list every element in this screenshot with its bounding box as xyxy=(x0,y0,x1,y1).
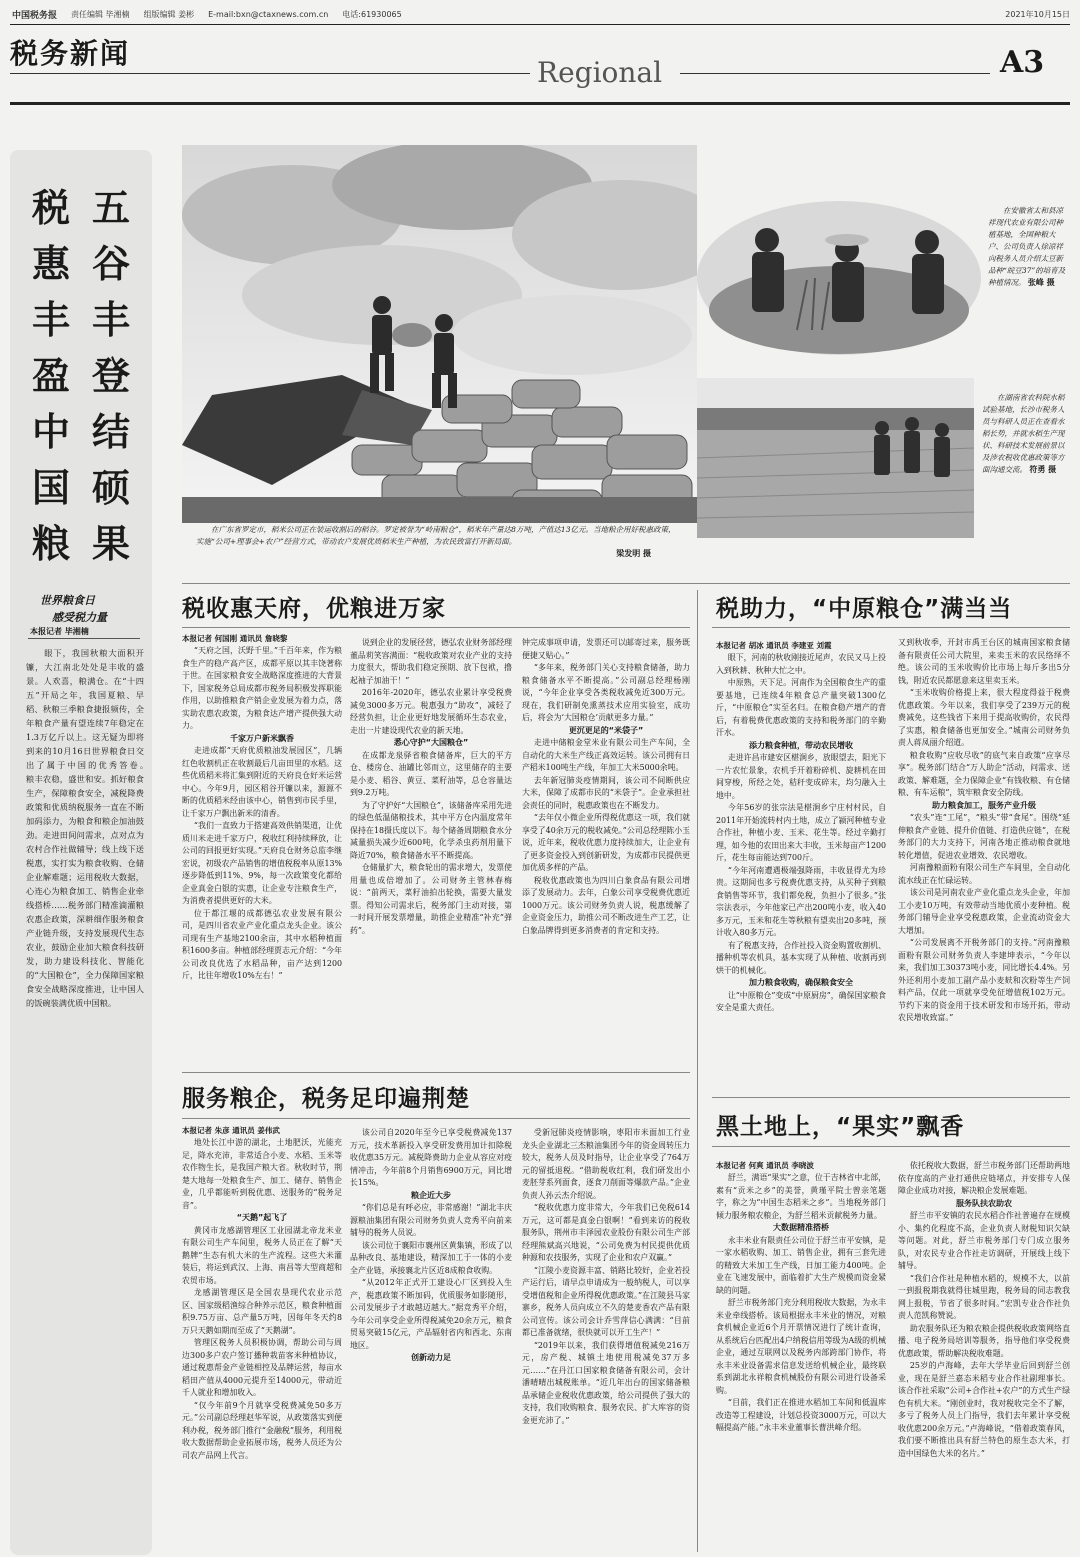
article2-rule xyxy=(712,627,1070,628)
left-author: 本报记者 毕湘楠 xyxy=(30,627,89,636)
title-rule-right xyxy=(680,73,990,74)
article3-col3 xyxy=(522,1127,690,1552)
article3-col1 xyxy=(182,1137,342,1552)
a1-sub3: 更沉更足的“米袋子” xyxy=(568,725,644,735)
a3-p1: 地处长江中游的湖北，土地肥沃，光能充足，降水充沛，非常适合小麦、水稻、玉米等农作物生长，是我国产粮大省。秋收时节，荆楚大地每一处粮食生产、加工、储存、销售企业，几乎都能听到税优惠、送服务的“税务足音”。 xyxy=(182,1138,342,1210)
a1-p8: 为了守护好“大国粮仓”，该储备库采用先进的绿色低温储粮技术，其中平方仓内温度常年保持在18摄氏度以下。每个储备周期粮食水分减量损失减少近600吨，化学杀虫药剂用量下降近70%，粮食储备水平不断提高。 xyxy=(350,800,512,860)
article3-byline: 本报记者 朱彦 通讯员 姜伟武 xyxy=(182,1126,280,1135)
headline-col2 xyxy=(24,180,78,572)
headline-char: 果 xyxy=(91,521,130,566)
photo-rule xyxy=(182,583,1070,584)
a4-sub1: 大数据精准搭桥 xyxy=(773,1223,829,1232)
a3-sub2: 粮企近大步 xyxy=(411,1190,451,1200)
a1-p11: “多年来，税务部门关心支持粮食储备，助力粮食储备水平不断提高。”公司副总经理杨刚说，“今年企业享受各类税收减免近300万元。现在，我们研制免熏蒸技术应用实验室，成功后，将会为‘大国粮仓’贡献更多力量。” xyxy=(522,663,690,722)
a2-sub3: 助力粮食加工，服务产业升级 xyxy=(932,800,1036,810)
a2-p14: “公司发展离不开税务部门的支持。”河南豫粮面粉有限公司财务负责人李建坤表示，“今年以来，我们加工30373吨小麦，同比增长4.4%。另外还利用小麦加工副产品小麦麸和次粉等生产饲料产品，仅此一项就享受免征增值税102万元。节约下来的资金用于技术研发和市场开拓，带动农民增收致富。” xyxy=(898,938,1070,1022)
a1-p14: “去年仅小微企业所得税优惠这一项，我们就享受了40余万元的税收减免。”公司总经理陈小玉说，近年来，税收优惠力度持续加大，让企业有了更多资金投入到创新研发，为成都市民提供更加优质多样的产品。 xyxy=(522,813,690,872)
article2-headline: 税助力，“中原粮仓”满当当 xyxy=(716,596,1013,622)
bottom-right-photo xyxy=(697,378,974,538)
a2-p7: 让“中原粮仓”变成“中原厨房”，确保国家粮食安全是重大责任。 xyxy=(716,990,886,1012)
a3-p7: “你们总是有呼必应，非常感谢！”湖北丰庆源粮油集团有限公司财务负责人竞秀平向前来辅导的税务人员说。 xyxy=(350,1203,512,1237)
article2-col2 xyxy=(898,637,1070,1065)
a3-p8: 该公司位于襄阳市襄州区黄集镇，形成了以品种改良、基地建设，精深加工于一体的小麦全产业链，承接襄北片区近8成粮食收购。 xyxy=(350,1240,512,1275)
headline-char: 国 xyxy=(31,465,70,510)
article4-col1 xyxy=(716,1172,886,1552)
a1-p9: 仓储量扩大，粮食轮出的需求增大，发票使用量也成倍增加了。公司财务主管林春梅说：“前两天，菜籽油拍出轮换，需要大量发票。得知公司需求后，税务部门主动对接，第一时间开展发票增量，助推企业精准“补充”弹药”。 xyxy=(350,863,512,935)
a2-p12: 河南豫粮面粉有限公司生产车间里，全自动化流水线正在忙碌运转。 xyxy=(898,863,1070,885)
article4-headline: 黑土地上，“果实”飘香 xyxy=(716,1114,965,1140)
headline-char: 谷 xyxy=(91,241,130,286)
a3-p3: 龙感湖管理区是全国农垦现代农业示范区、国家级稻渔综合种养示范区，粮食种植面积9.75万亩、总产量5万吨，因每年冬天约8万只天鹅如期而至成了“天鹅湖”。 xyxy=(182,1288,342,1335)
article1-headline: 税收惠天府，优粮进万家 xyxy=(182,596,446,622)
a2-p3: 走进许昌市建安区椹涧乡，放眼望去，阳光下一片农忙景象，农机手开着粉碎机、旋耕机在田间穿梭，所经之处，秸秆变成碎末，均匀融入土地中。 xyxy=(716,753,886,800)
a3-p11: “税收优惠力度非常大，今年我们已免税614万元，这可都是真金白银啊！”看到来访的税收服务队，荆州市丰泽园农业股份有限公司生产部经理熊斌高兴地说，“公司免费为村民提供优质种源和农技服务，实现了企业和农户双赢。” xyxy=(522,1203,690,1262)
a2-sub2: 加力粮食收购，确保粮食安全 xyxy=(749,978,853,987)
a2-p1: 眼下，河南的秋收刚接近尾声，农民又马上投入到秋耕、秋种大忙之中。 xyxy=(716,653,886,675)
editor: 责任编辑 毕湘楠 xyxy=(71,9,130,19)
top-right-caption xyxy=(988,205,1070,289)
rice-field-photo xyxy=(697,378,974,538)
a1-p6: 2016年-2020年，德弘农业累计享受税费减免3000多万元。税惠强力“助攻”，减轻了经营负担，让企业更好地发展循环生态农业，走出一片建设现代农业的新天地。 xyxy=(350,688,512,735)
a1-p13: 去年新冠肺炎疫情期间，该公司不间断供应大米，保障了成都市民的“米袋子”。企业承担社会责任的同时，税惠政策也在不断发力。 xyxy=(522,775,690,810)
a1-p12: 走进中储粮金堂米业有限公司生产车间，全自动化的大米生产线正高效运转。该公司拥有日产稻米100吨生产线，年加工大米5000余吨。 xyxy=(522,738,690,772)
headline-char: 盈 xyxy=(31,353,70,398)
article4-top-rule xyxy=(712,1097,1070,1098)
br-credit: 符勇 摄 xyxy=(1029,465,1057,474)
a4-p6: 舒兰市平安镇的农民水稻合作社普遍存在规模小、集约化程度不高，企业负责人财税知识欠缺等问题。对此，舒兰市税务部门专门成立服务队，对农民专业合作社走访调研，开展线上线下辅导。 xyxy=(898,1211,1070,1270)
a4-sub2: 服务队扶农助农 xyxy=(956,1198,1012,1208)
a1-p10: 钟完成事项申请，发票还可以邮寄过来，服务既便捷又贴心。” xyxy=(522,638,690,660)
a2-p11: “农头”连“工尾”，“粮头”带“食尾”。围绕“延伸粮食产业链、提升价值链、打造供应链”，在税务部门的大力支持下，河南各地正推动粮食就地转化增值，促进农业增效、农民增收。 xyxy=(898,813,1070,860)
a4-p5: 依托税收大数据，舒兰市税务部门还帮助两地依存度高的产业打通供应链堵点，并安排专人保障企业成功对接，解决粮企发展难题。 xyxy=(898,1161,1070,1195)
article2-col1 xyxy=(716,652,886,1065)
headline-char: 硕 xyxy=(91,465,130,510)
a2-p2: 中原熟，天下足。河南作为全国粮食生产的重要基地，已连续4年粮食总产量突破1300亿斤，“中原粮仓”实至名归。在粮食稳产增产的背后，有着税费优惠政策的支持和税务部门的辛勤汗水。 xyxy=(716,678,886,737)
headline-char: 中 xyxy=(31,409,70,454)
article1-col1 xyxy=(182,645,342,1065)
a3-p2: 黄冈市龙感湖管理区工业园湖北帝龙米业有限公司生产车间里，税务人员正在了解“天鹅牌”生态有机大米的生产流程。这些大米灌装后，将运到武汉、上海、南昌等大型商超和农贸市场。 xyxy=(182,1225,342,1285)
main-caption xyxy=(196,524,681,560)
masthead-bar xyxy=(12,6,1070,22)
headline-col1 xyxy=(84,180,138,572)
headline-char: 登 xyxy=(91,353,130,398)
section-title: 税务新闻 xyxy=(10,37,131,70)
title-rule xyxy=(10,73,530,74)
headline-char: 粮 xyxy=(31,521,70,566)
a3-p4: 管理区税务人员积极协调，帮助公司与周边300多户农户签订播种栽苗客米种植协议，通过税惠帮金产业链相控及品牌运营，每亩水稻田产值从4000元提升至14000元，带动近千人就业和增加收入。 xyxy=(182,1338,342,1397)
issue-date: 2021年10月15日 xyxy=(1005,9,1070,19)
a2-sub1: 添力粮食种植，带动农民增收 xyxy=(749,740,853,750)
paper-name: 中国税务报 xyxy=(12,10,58,21)
article1-byline: 本报记者 何国刚 通讯员 詹晓黎 xyxy=(182,634,288,643)
a2-p8: 又到秋收季，开封市禹王台区的城南国家粮食储备有限责任公司大院里，来卖玉米的农民络绎不绝。该公司的玉米收购价比市场上每斤多出5分钱，附近农民都愿意来这里卖玉米。 xyxy=(898,638,1070,685)
top-right-photo xyxy=(697,200,982,355)
email: E-mail:bxn@ctaxnews.com.cn xyxy=(208,9,329,19)
tr-caption-text: 在安徽省太和县凉祥现代农业有限公司种植基地，全国种粮大户、公司负责人徐凉祥向税务人员介绍太豆新品种“皖豆37”的培育及种植情况。 xyxy=(988,206,1066,287)
a1-p7: 在成都龙泉驿省粮食储备库，巨大的平方仓、楼房仓、油罐比邻而立，这里储存的主要是小麦、稻谷、黄豆、菜籽油等，总仓容量达到9.2万吨。 xyxy=(350,750,512,797)
headline-char: 税 xyxy=(31,185,70,230)
layout-editor: 组版编辑 姜彬 xyxy=(143,9,195,19)
a1-p2: 走进成都“天府优质粮油发展园区”，几辆红色收割机正在收割最后几亩田里的水稻。这些优质稻米将汇集到附近的天府良仓好米运营中心。今年9月，园区稻谷开镰以来，源源不断的优质稻米经由该中心，销售到市民手里，让千家万户飘出新米的清香。 xyxy=(182,746,342,818)
br-caption-text: 在湖南省农科院水稻试验基地，长沙市税务人员与科研人员正在查看水稻长势，并就水稻生产现状、科研技术发展前景以及涉农税收优惠政策等方面沟通交流。 xyxy=(982,393,1065,474)
main-credit: 梁发明 摄 xyxy=(616,549,651,558)
article3-col2 xyxy=(350,1127,512,1552)
a4-p1: 舒兰，满语“果实”之意，位于吉林省中北部，素有“贡米之乡”的美誉，黄瑾平院士曾亲笔题字，称之为“中国生态稻米之乡”。当地税务部门倾力服务粮农粮企，为舒兰稻米贡献税务力量。 xyxy=(716,1173,886,1220)
a4-p8: 助农服务队还为粮农粮企提供税收政策网络直播、电子税务局培训等服务，指导他们享受税费优惠政策，帮助解决税收难题。 xyxy=(898,1323,1070,1358)
slogan xyxy=(40,592,150,626)
article3-rule xyxy=(182,1118,690,1119)
headline-char: 五 xyxy=(91,185,130,230)
headline-char: 丰 xyxy=(91,297,130,342)
article2-byline: 本报记者 胡冰 通讯员 李建亚 刘霞 xyxy=(716,641,832,650)
a2-p9: “玉米收购价格提上来，很大程度得益于税费优惠政策。今年以来，我们享受了239万元的税费减免，这些钱省下来用于提高收购价，农民得了实惠，粮食储备也更加安全。”城南公司财务负责人蒋凤丽介绍道。 xyxy=(898,688,1070,747)
a1-p15: 税收优惠政策也为四川白象食品有限公司增添了发展动力。去年，白象公司享受税费优惠近1000万元。该公司财务负责人说，税惠缓解了企业资金压力，助推公司不断改进生产工艺，让白象品牌得到更多消费者的肯定和支持。 xyxy=(522,875,690,935)
rice-loading-photo xyxy=(182,145,697,523)
article1-rule xyxy=(182,627,690,628)
column-divider xyxy=(697,590,698,1552)
a2-p10: 粮食收购“应收尽收”的底气来自政策“应享尽享”。税务部门结合“万人助企”活动，问需求、送政策、解难题，全力保障企业“有钱收粮、有仓储粮、有车运粮”，筑牢粮食安全防线。 xyxy=(898,750,1070,797)
article1-col2 xyxy=(350,637,512,1065)
a1-p5: 说到企业的发展径营，德弘农业财务部经理董品莉笑容满面：“税收政策对农业产业的支持力度很大，帮助我们稳定预期、放下包袱，撸起袖子加油干！” xyxy=(350,638,512,685)
a4-p7: “我们合作社是种植水稻的，规模不大，以前一到报税期我就得往城里跑，税务局的同志教我网上报税，节省了很多时间。”宏凯专业合作社负责人范凯称赞说。 xyxy=(898,1273,1070,1320)
a2-p5: “今年河南遭遇极端强降雨，丰收显得尤为珍贵。这期间也多亏税费优惠支持，从买种子到粮食销售等环节，我们都免税，负担小了很多。”张宗法表示，今年他家已产出200吨小麦，收入40多万元，玉米和花生等秋粮有望卖出20多吨，预计收入80多万元。 xyxy=(716,865,886,937)
masthead-rule xyxy=(10,102,1070,105)
a4-p4: “目前，我们正在推进水稻加工车间和低温库改造等工程建设，计划总投资3000万元，可以大幅提高产能。”永丰米业董事长曹洪峰介绍。 xyxy=(716,1398,886,1432)
a1-sub1: 千家万户新米飘香 xyxy=(230,733,294,743)
a2-p13: 该公司是河南农业产业化重点龙头企业，年加工小麦10万吨，有效带动当地优质小麦种植。税务部门辅导企业享受税惠政策，企业流动资金大大增加。 xyxy=(898,888,1070,935)
a3-p6: 该公司自2020年至今已享受税费减免137万元，技术革新投入享受研发费用加计扣除税收优惠35万元。减税降费助力企业从容应对疫情冲击，今年前8个月销售6900万元，同比增长15%。 xyxy=(350,1128,512,1187)
tr-credit: 张峰 摄 xyxy=(1027,278,1055,287)
vertical-headline xyxy=(20,180,140,630)
top-rule xyxy=(10,24,1070,25)
a4-p3: 舒兰市税务部门充分利用税收大数据，为永丰米业牵线搭桥。该局根据永丰米业的情况，对粮食机械企业近6个月开票情况进行了统计查询，从系统后台匹配出4户纳税信用等级为A级的机械企业，通过互联网以及税务内部跨部门协作，将永丰米业设备需求信息发送给机械企业，最终联系到湖北永祥粮食机械股份有限公司进行设备采购。 xyxy=(716,1298,886,1395)
a3-p5: “仅今年前9个月就享受税费减免50多万元。”公司副总经理赵华军说，从政策落实到便利办税，税务部门推行“金融税”服务，利用税收大数据帮助企业拓展市场，税务人员还为公司农产品网上代言。 xyxy=(182,1400,342,1460)
a1-p1: “天府之国，沃野千里。”千百年来，作为粮食生产的稳产高产区，成都平原以其丰饶著称于世。在国家粮食安全战略深度推进的大背景下，国家税务总局成都市税务局积极发挥职能作用，以助推粮食产销企业发展为着力点，落实助农惠农政策，为粮食达产增产提供强大动力。 xyxy=(182,646,342,730)
article4-rule xyxy=(712,1146,1070,1147)
phone: 电话:61930065 xyxy=(342,9,402,19)
headline-char: 丰 xyxy=(31,297,70,342)
article4-byline: 本报记者 何爽 通讯员 李晓波 xyxy=(716,1161,814,1170)
a4-p2: 永丰米业有限责任公司位于舒兰市平安镇，是一家水稻收购、加工、销售企业，拥有三套先进的精致大米加工生产线，日加工能力400吨。企业在飞速发展中，面临着扩大生产规模而资金紧缺的问题。 xyxy=(716,1235,886,1295)
section-en: Regional xyxy=(537,56,663,89)
headline-char: 结 xyxy=(91,409,130,454)
main-caption-text: 在广东省罗定市，稻米公司正在装运收割后的稻谷。罗定被誉为“岭南粮仓”，稻米年产量达8万吨，产值达13亿元。当地粮企用好税惠政策，实施“公司+理事会+农户”经营方式，带动农户发展优质稻米生产种植，为农民致富打开新局面。 xyxy=(196,525,676,546)
a1-p4: 位于都江堰的成都德弘农业发展有限公司，是四川省农业产业化重点龙头企业。该公司现有生产基地2100余亩，其中水稻种植面积1600多亩。种植部经理贾志元介绍：“今年公司改良优选了水稻品种，亩产达到1200斤，比往年增收10%左右！” xyxy=(182,908,342,980)
a1-p3: “我们一直致力于搭建高效供销渠道，让优质川米走进千家万户，税收红利持续释放，让公司的回报更好实现。”天府良仓财务总监李继宏说，初级农产品销售的增值税税率从原13%逐步降低到11%、9%，每一次政策变化都给企业真金白银的实惠，让企业专注粮食生产，为消费者提供更好的大米。 xyxy=(182,821,342,905)
left-author-rule xyxy=(28,638,140,639)
a4-p9: 25岁的卢海峰，去年大学毕业后回到舒兰创业，现在是舒兰嘉态米稻专业合作社副理事长。该合作社采取“公司+合作社+农户”的方式生产绿色有机大米。“刚创业时，我对税收完全不了解，多亏了税务人员上门指导，我们去年累计享受税收优惠200余万元。”卢海峰说，“借着政策春风，我们要不断推出具有舒兰特色的原生态大米，打造中国绿色大米的名片。” xyxy=(898,1361,1070,1458)
left-body: 眼下，我国秋粮大面积开镰，大江南北处处是丰收的盛景。人欢喜，粮满仓。在“十四五”开局之年，我国夏粮、早稻、秋粮三季粮食捷报频传，全年粮食产量有望连续7年稳定在1.3万亿斤以上。这无疑为即将到来的10月16日世界粮食日交出了属于中国的优秀答卷。 粮丰农稳，盛世和安。抓好粮食生产，保障粮食安全，减税降费政策和优质纳税服务一直在不断加码添力，为粮食和粮企加油鼓劲。走进田间问需求，点对点为农村合作社做辅导；线上线下送税惠，实打实为粮食收购、仓储企业解难题；运用税收大数据，心连心为粮食加工、销售企业牵线搭桥……税务部门精准滴灌粮农惠企政策，深耕细作服务粮食产业链升级，支持发展现代生态农业，鼓励企业加大粮食科技研发，助力建设科技化、智能化的“大国粮仓”，全力保障国家粮食安全战略深度推进，让中国人的饭碗装满优质中国粮。 xyxy=(26,648,161,1008)
a1-sub2: 悉心守护“大国粮仓” xyxy=(393,738,469,747)
page-number: A3 xyxy=(1000,45,1045,80)
bottom-right-caption xyxy=(982,392,1070,476)
a2-p4: 今年56岁的张宗法是椹涧乡宁庄村村民，自2011年开始流转村内土地，成立了颍河种植专业合作社，种植小麦、玉米、花生等。经过辛勤打理，如今他的农田出来大丰收，玉米每亩产1200斤，花生每亩能达到700斤。 xyxy=(716,803,886,862)
a2-p6: 有了税惠支持，合作社投入资金购置收割机、播种机等农机具，基本实现了从种植、收割再到烘干的机械化。 xyxy=(716,940,886,975)
article1-col3 xyxy=(522,637,690,1065)
bean-inspection-photo xyxy=(697,200,982,355)
slogan-line2: 感受税力量 xyxy=(52,611,107,624)
a3-sub3: 创新动力足 xyxy=(411,1353,451,1362)
slogan-line1: 世界粮食日 xyxy=(40,594,95,607)
article4-col2 xyxy=(898,1160,1070,1552)
a3-p12: “江陵小麦资源丰富、销路比较好，企业若投产运行后，请早点申请成为一般纳税人，可以享受增值税和企业所得税优惠政策。”在江陵县马家寨乡，税务人员向成立不久的楚麦香农产品有限公司宣传。该公司会计乔雪萍信心满满：“目前都已准备就绪，很快就可以开工生产！” xyxy=(522,1265,690,1337)
article3-top-rule xyxy=(182,1072,690,1073)
main-photo xyxy=(182,145,697,523)
article3-headline: 服务粮企，税务足印遍荆楚 xyxy=(182,1086,470,1112)
a3-sub1: “天鹅”起飞了 xyxy=(236,1213,288,1222)
a3-p10: 受新冠肺炎疫情影响，枣阳市米面加工行业龙头企业湖北三杰粮油集团今年的资金周转压力较大，税务人员及时指导，让企业享受了764万元的留抵退税。“借助税收红利，我们研发出小麦胚芽系列面食，逐食刀削面等爆款产品。”企业负责人孙云杰介绍说。 xyxy=(522,1128,690,1200)
a3-p9: “从2012年正式开工建设心厂区到投入生产，税惠政策不断加码，优质服务如影随形，公司发展步子才敢越迈越大。”据竞秀平介绍，今年公司享受企业所得税减免20余万元，粮食贸易突破15亿元，产品辐射省内和西北、东南地区。 xyxy=(350,1278,512,1350)
a3-p13: “2019年以来，我们获得增值税减免216万元，房产税、城镇土地使用税减免37万多元……”在丹江口国家粮食储备有限公司，会计潘晴晴出城税账单。“近几年出台的国家储备粮品承储企业税收优惠政策，给公司提供了强大的支持，我们收购粮食、服务农民、扩大库容的资金更充沛了。” xyxy=(522,1340,690,1425)
headline-char: 惠 xyxy=(31,241,70,286)
